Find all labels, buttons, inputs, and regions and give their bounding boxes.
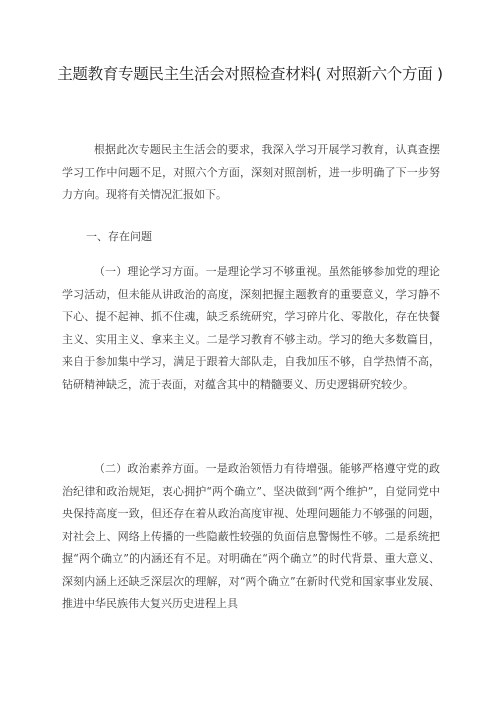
- document-title: 主题教育专题民主生活会对照检查材料( 对照新六个方面 ): [57, 65, 443, 83]
- political-quality-paragraph: （二）政治素养方面。一是政治领悟力有待增强。能够严格遵守党的政治纪律和政治规矩，衷心拥护“两个确立”、坚决做到“两个维护”，自觉同党中央保持高度一致，但还存在着从政治高度审视、处理问题能力不够强的问题，对社会上、网络上传播的一些隐蔽性较强的负面信息警惕性不够。二是系统把握“两个确立”的内涵还有不足。对明确在“两个确立”的时代背景、重大意义、深刻内涵上还缺乏深层次的理解，对“两个确立”在新时代党和国家事业发展、推进中华民族伟大复兴历史进程上具: [62, 462, 440, 610]
- intro-paragraph: 根据此次专题民主生活会的要求，我深入学习开展学习教育，认真查摆学习工作中问题不足，对照六个方面，深刻对照剖析，进一步明确了下一步努力方向。现将有关情况汇报如下。: [62, 143, 440, 201]
- section-heading: 一、存在问题: [86, 230, 152, 243]
- theory-study-paragraph: （一）理论学习方面。一是理论学习不够重视。虽然能够参加党的理论学习活动，但未能从讲政治的高度，深刻把握主题教育的重要意义，学习静不下心、提不起神、抓不住魂，缺乏系统研究，学习碎片化、零散化，存在快餐主义、实用主义、拿来主义。二是学习教育不够主动。学习的绝大多数篇目，来自于参加集中学习，满足于跟着大部队走，自我加压不够，自学热情不高，钻研精神缺乏，流于表面，对蕴含其中的精髓要义、历史逻辑研究较少。: [62, 265, 440, 391]
